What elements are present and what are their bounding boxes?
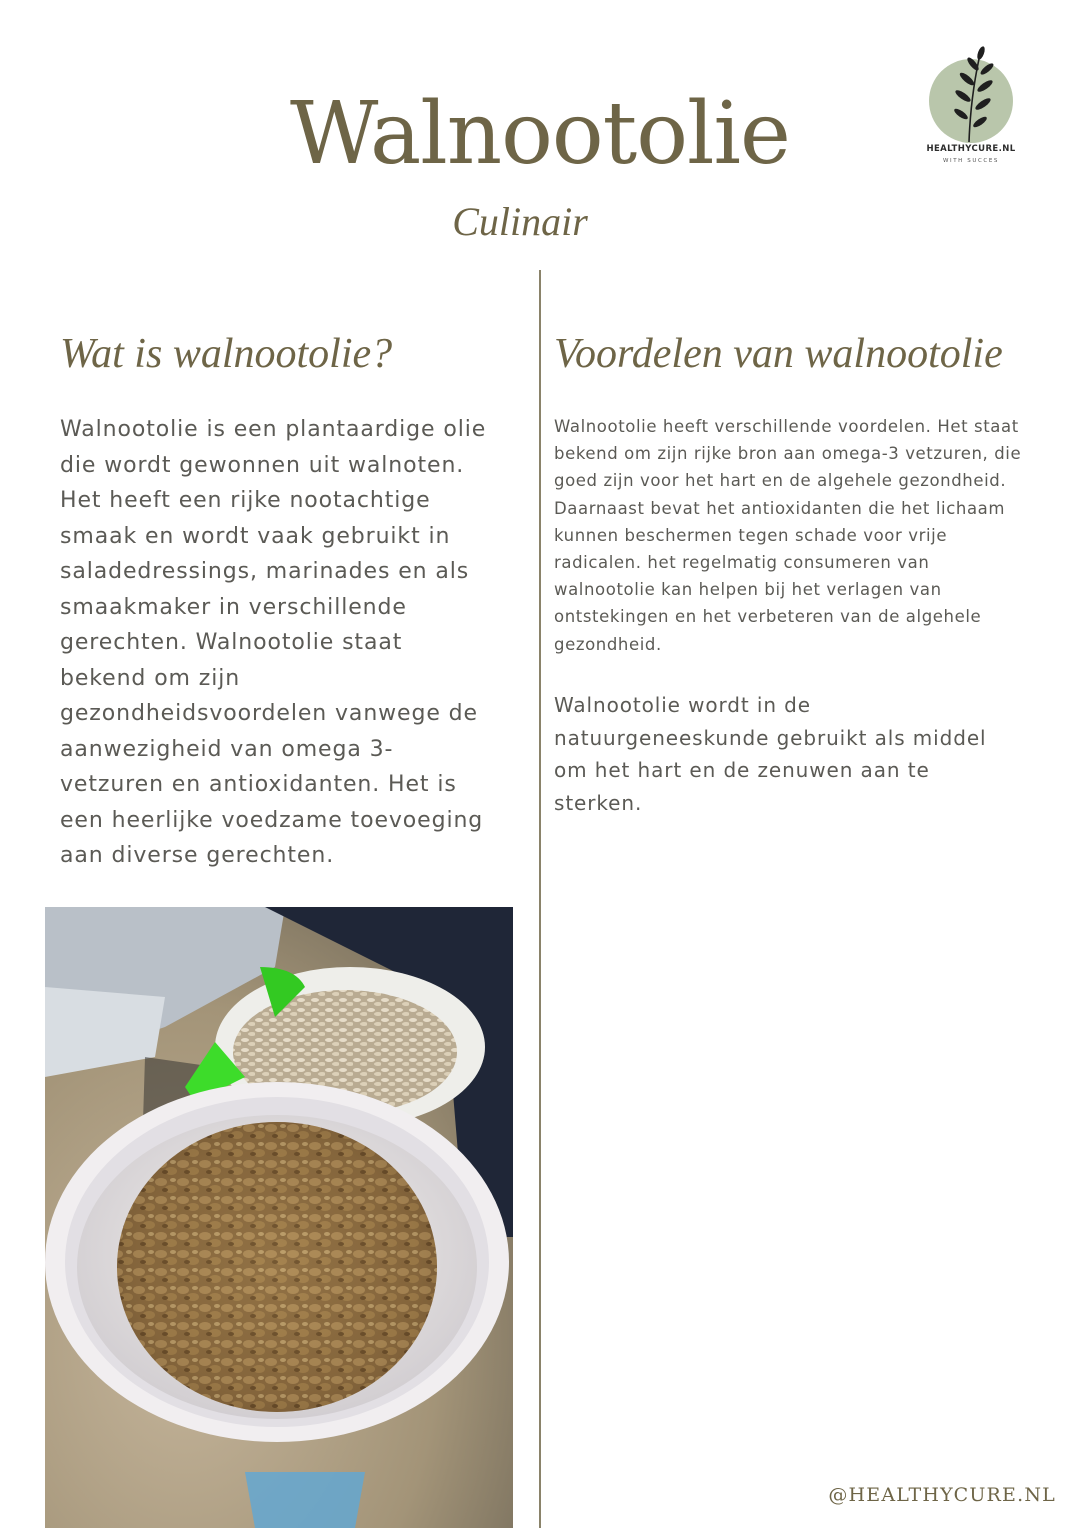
footer-social-handle: @HEALTHYCURE.NL	[828, 1484, 1056, 1506]
right-section-paragraph-1: Walnootolie heeft verschillende voordelen. Het staat bekend om zijn rijke bron aan omega-3 vetzuren, die goed zijn voor het hart en de algehele gezondheid. Daarnaast bevat het antioxidanten die het lichaam kunnen beschermen tegen schade voor vrije radicalen. het regelmatig consumeren van walnootolie kan helpen bij het verlagen van ontstekingen en het verbeteren van de algehele gezondheid.	[554, 417, 1022, 654]
left-section-body: Walnootolie is een plantaardige olie die wordt gewonnen uit walnoten. Het heeft een rijke nootachtige smaak en wordt vaak gebruikt in saladedressings, marinades en als smaakmaker in verschillende gerechten. Walnootolie staat bekend om zijn gezondheidsvoordelen vanwege de aanwezigheid van omega 3-vetzuren en antioxidanten. Het is een heerlijke voedzame toevoeging aan diverse gerechten.	[60, 417, 487, 868]
left-section-heading: Wat is walnootolie?	[60, 331, 393, 377]
walnuts-bowl-photo	[45, 907, 513, 1528]
right-section-heading: Voordelen van walnootolie	[554, 331, 1003, 377]
page-title: Walnootolie	[290, 84, 790, 184]
page-subtitle: Culinair	[452, 199, 588, 244]
leaf-branch-icon	[929, 44, 1013, 144]
right-section-paragraph-2: Walnootolie wordt in de natuurgeneeskunde gebruikt als middel om het hart en de zenuwen aan te sterken.	[554, 693, 987, 815]
column-divider	[539, 270, 541, 1528]
logo-tagline: WITH SUCCES	[942, 158, 1000, 164]
logo-brand-name: HEALTHYCURE.NL	[926, 144, 1016, 154]
brand-logo	[916, 44, 1026, 169]
walnuts-photo-illustration	[45, 907, 513, 1528]
